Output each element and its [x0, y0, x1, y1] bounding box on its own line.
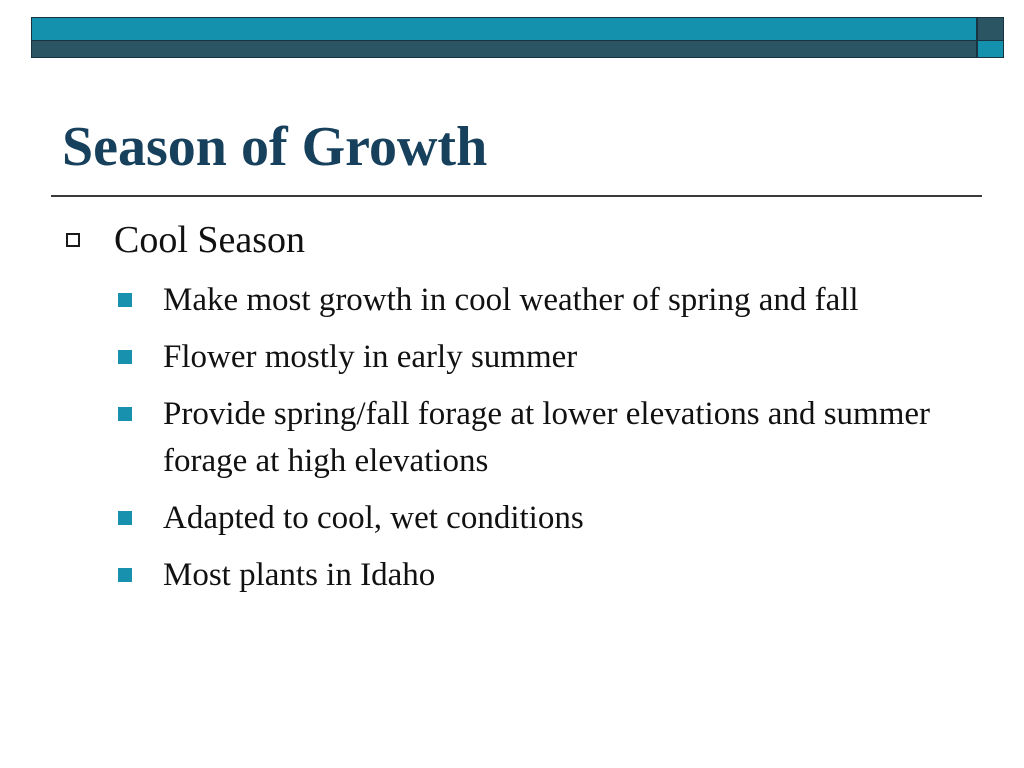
header-corner-teal: [977, 41, 1004, 58]
sub-bullet-text: Provide spring/fall forage at lower elevations and summer forage at high elevations: [163, 396, 931, 479]
sub-bullet-item: [118, 334, 978, 381]
bullet-level1-text: Cool Season: [114, 219, 306, 261]
filled-square-bullet-icon: [118, 511, 132, 525]
hollow-square-bullet-icon: [66, 233, 80, 247]
sub-bullet-text: Adapted to cool, wet conditions: [163, 500, 584, 536]
header-bar-dark: [31, 41, 977, 58]
filled-square-bullet-icon: [118, 568, 132, 582]
sub-bullet-item: [118, 495, 978, 542]
header-corner-dark: [977, 17, 1004, 41]
slide-title: Season of Growth: [62, 116, 488, 178]
sub-bullet-text: Make most growth in cool weather of spring and fall: [163, 282, 859, 318]
sub-bullet-item: [118, 552, 978, 599]
filled-square-bullet-icon: [118, 293, 132, 307]
sub-bullet-list: [118, 277, 978, 609]
sub-bullet-text: Most plants in Idaho: [163, 557, 436, 593]
filled-square-bullet-icon: [118, 407, 132, 421]
sub-bullet-item: [118, 277, 978, 324]
filled-square-bullet-icon: [118, 350, 132, 364]
title-divider: [51, 195, 982, 197]
sub-bullet-text: Flower mostly in early summer: [163, 339, 578, 375]
bullet-level1: [66, 216, 305, 264]
header-bar-teal: [31, 17, 977, 41]
sub-bullet-item: [118, 391, 978, 485]
